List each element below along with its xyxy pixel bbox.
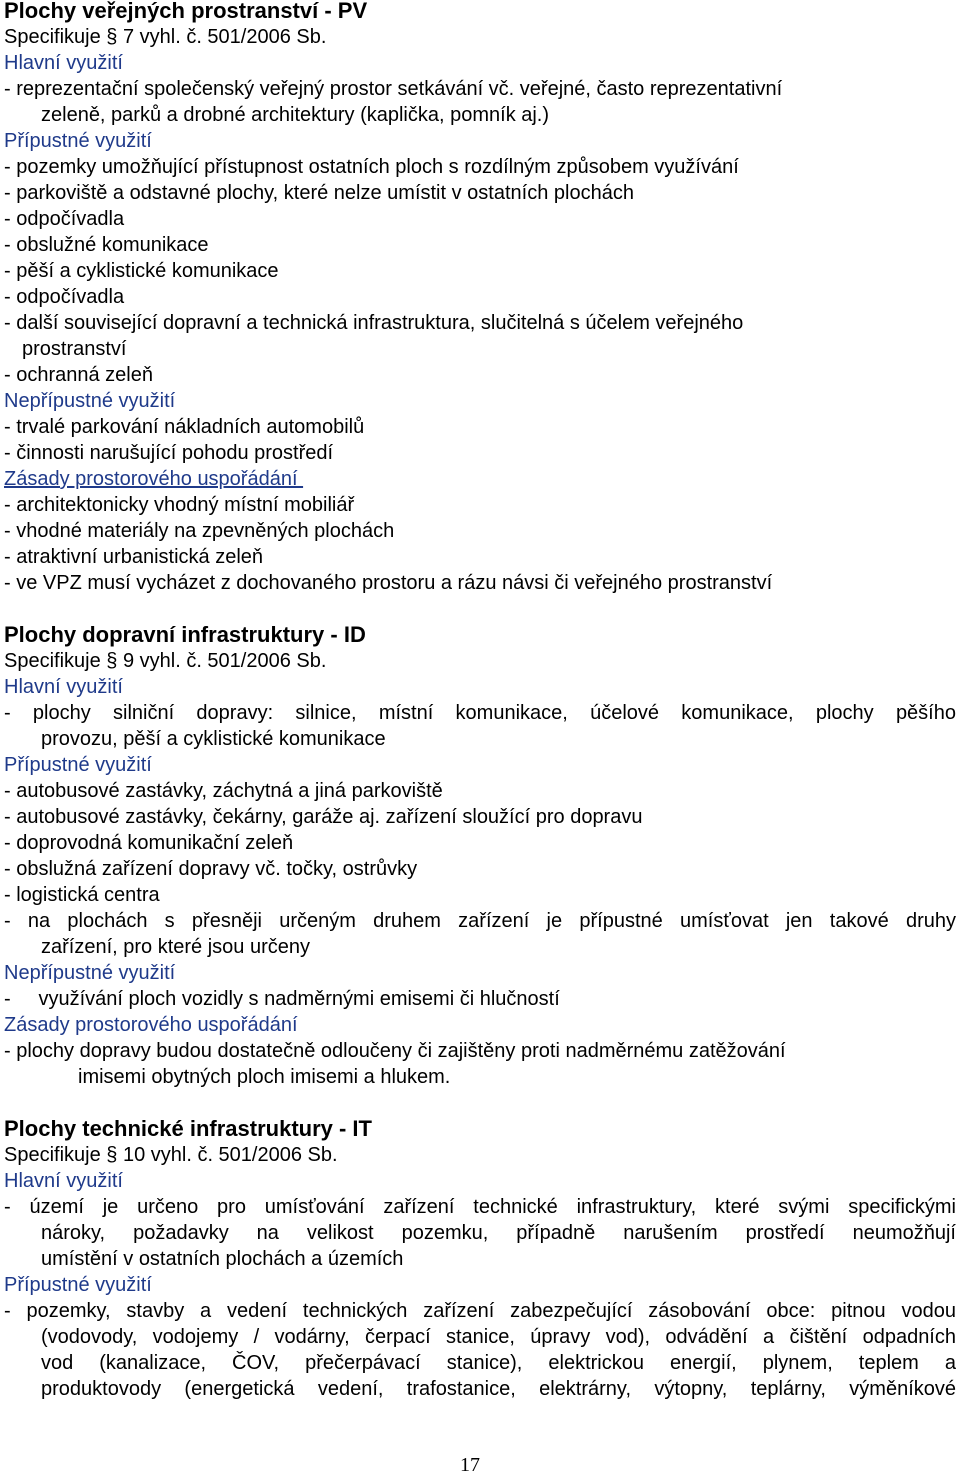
label-nepripustne-vyuziti: Nepřípustné využití [4, 962, 176, 984]
list-item-continuation: zařízení, pro které jsou určeny [41, 936, 311, 958]
list-item [4, 1298, 956, 1402]
list-item-text: - pozemky umožňující přístupnost ostatních ploch s rozdílným způsobem využívání [4, 156, 739, 178]
list-item [4, 908, 956, 960]
list-item-text: - odpočívadla [4, 208, 125, 230]
paragraph-sign: § [106, 650, 118, 672]
list-item [4, 362, 956, 388]
label-hlavni-vyuziti: Hlavní využití [4, 52, 123, 74]
list-item-text: - doprovodná komunikační zeleň [4, 832, 294, 854]
list-item-text: - logistická centra [4, 884, 160, 906]
list-item-continuation: (vodovody, vodojemy / vodárny, čerpací stanice, úpravy vod), odvádění a čištění odpadních [41, 1326, 956, 1348]
list-item [4, 570, 956, 596]
list-item-continuation: imisemi obytných ploch imisemi a hlukem. [78, 1066, 451, 1088]
list-item [4, 284, 956, 310]
list-item-text: - autobusové zastávky, čekárny, garáže aj. zařízení sloužící pro dopravu [4, 806, 643, 828]
list-item-text: - parkoviště a odstavné plochy, které nelze umístit v ostatních plochách [4, 182, 634, 204]
list-item-continuation: umístění v ostatních plochách a územích [41, 1248, 404, 1270]
spec-prefix: Specifikuje [4, 650, 107, 672]
list-item [4, 206, 956, 232]
list-item-continuation: produktovody (energetická vedení, trafostanice, elektrárny, výtopny, teplárny, výměníkové [41, 1378, 956, 1400]
list-item [4, 76, 956, 128]
specification-line [4, 24, 956, 50]
list-item-text: - ochranná zeleň [4, 364, 153, 386]
list-item-text: - obslužné komunikace [4, 234, 209, 256]
list-item-text: - činnosti narušující pohodu prostředí [4, 442, 334, 464]
list-item [4, 544, 956, 570]
list-item-text: - plochy silniční dopravy: silnice, místní komunikace, účelové komunikace, plochy pěšího [4, 702, 956, 724]
list-item [4, 804, 956, 830]
list-item [4, 310, 956, 362]
list-item-continuation: provozu, pěší a cyklistické komunikace [41, 728, 386, 750]
label-zasady-usporadani: Zásady prostorového uspořádání [4, 468, 304, 490]
list-item [4, 1038, 956, 1090]
list-item-continuation: zeleně, parků a drobné architektury (kaplička, pomník aj.) [41, 104, 550, 126]
list-item [4, 518, 956, 544]
list-item [4, 1194, 956, 1272]
list-item-text: - ve VPZ musí vycházet z dochovaného prostoru a rázu návsi či veřejného prostranství [4, 572, 773, 594]
list-item [4, 492, 956, 518]
list-item [4, 180, 956, 206]
section-it [4, 1116, 956, 1402]
list-item-text: - pěší a cyklistické komunikace [4, 260, 279, 282]
list-item-text: - vhodné materiály na zpevněných plochách [4, 520, 395, 542]
list-item [4, 830, 956, 856]
list-item-text: - území je určeno pro umísťování zařízení technické infrastruktury, které svými specifickými [4, 1196, 956, 1218]
section-heading: Plochy technické infrastruktury - IT [4, 1116, 372, 1141]
list-item [4, 258, 956, 284]
list-item-text: - využívání ploch vozidly s nadměrnými emisemi či hlučností [4, 988, 560, 1010]
spec-suffix: 9 vyhl. č. 501/2006 Sb. [117, 650, 327, 672]
spec-prefix: Specifikuje [4, 26, 107, 48]
label-hlavni-vyuziti: Hlavní využití [4, 1170, 123, 1192]
list-item [4, 414, 956, 440]
list-item [4, 154, 956, 180]
paragraph-sign: § [106, 26, 118, 48]
section-id [4, 622, 956, 1090]
spec-suffix: 7 vyhl. č. 501/2006 Sb. [117, 26, 327, 48]
list-item-text: - obslužná zařízení dopravy vč. točky, ostrůvky [4, 858, 418, 880]
section-spacer [4, 1090, 956, 1116]
document-page [4, 0, 956, 1402]
spec-prefix: Specifikuje [4, 1144, 107, 1166]
label-pripustne-vyuziti: Přípustné využití [4, 754, 152, 776]
list-item-text: - plochy dopravy budou dostatečně odloučeny či zajištěny proti nadměrnému zatěžování [4, 1040, 786, 1062]
list-item-text: - pozemky, stavby a vedení technických zařízení zabezpečující zásobování obce: pitnou vodou [4, 1300, 956, 1322]
section-heading: Plochy dopravní infrastruktury - ID [4, 622, 366, 647]
list-item-text: - architektonicky vhodný místní mobiliář [4, 494, 355, 516]
list-item [4, 778, 956, 804]
label-hlavni-vyuziti: Hlavní využití [4, 676, 123, 698]
list-item-text: - trvalé parkování nákladních automobilů [4, 416, 365, 438]
label-nepripustne-vyuziti: Nepřípustné využití [4, 390, 176, 412]
list-item [4, 856, 956, 882]
list-item-continuation: vod (kanalizace, ČOV, přečerpávací stanice), elektrickou energií, plynem, teplem a [41, 1352, 956, 1374]
specification-line [4, 648, 956, 674]
list-item [4, 440, 956, 466]
label-pripustne-vyuziti: Přípustné využití [4, 1274, 152, 1296]
list-item [4, 986, 956, 1012]
section-heading: Plochy veřejných prostranství - PV [4, 0, 368, 23]
list-item [4, 700, 956, 752]
section-spacer [4, 596, 956, 622]
spec-suffix: 10 vyhl. č. 501/2006 Sb. [117, 1144, 338, 1166]
list-item-text: - autobusové zastávky, záchytná a jiná parkoviště [4, 780, 443, 802]
paragraph-sign: § [106, 1144, 118, 1166]
specification-line [4, 1142, 956, 1168]
list-item-text: - atraktivní urbanistická zeleň [4, 546, 264, 568]
section-pv [4, 0, 956, 596]
label-pripustne-vyuziti: Přípustné využití [4, 130, 152, 152]
list-item-continuation: prostranství [22, 338, 127, 360]
label-zasady-usporadani: Zásady prostorového uspořádání [4, 1014, 298, 1036]
list-item-text: - odpočívadla [4, 286, 125, 308]
list-item-text: - další související dopravní a technická infrastruktura, slučitelná s účelem veřejného [4, 312, 744, 334]
list-item [4, 232, 956, 258]
page-number: 17 [460, 1454, 480, 1476]
list-item-text: - reprezentační společenský veřejný prostor setkávání vč. veřejné, často reprezentativní [4, 78, 783, 100]
list-item-continuation: nároky, požadavky na velikost pozemku, případně narušením prostředí neumožňují [41, 1222, 956, 1244]
list-item [4, 882, 956, 908]
list-item-text: - na plochách s přesněji určeným druhem zařízení je přípustné umísťovat jen takové druhy [4, 910, 956, 932]
